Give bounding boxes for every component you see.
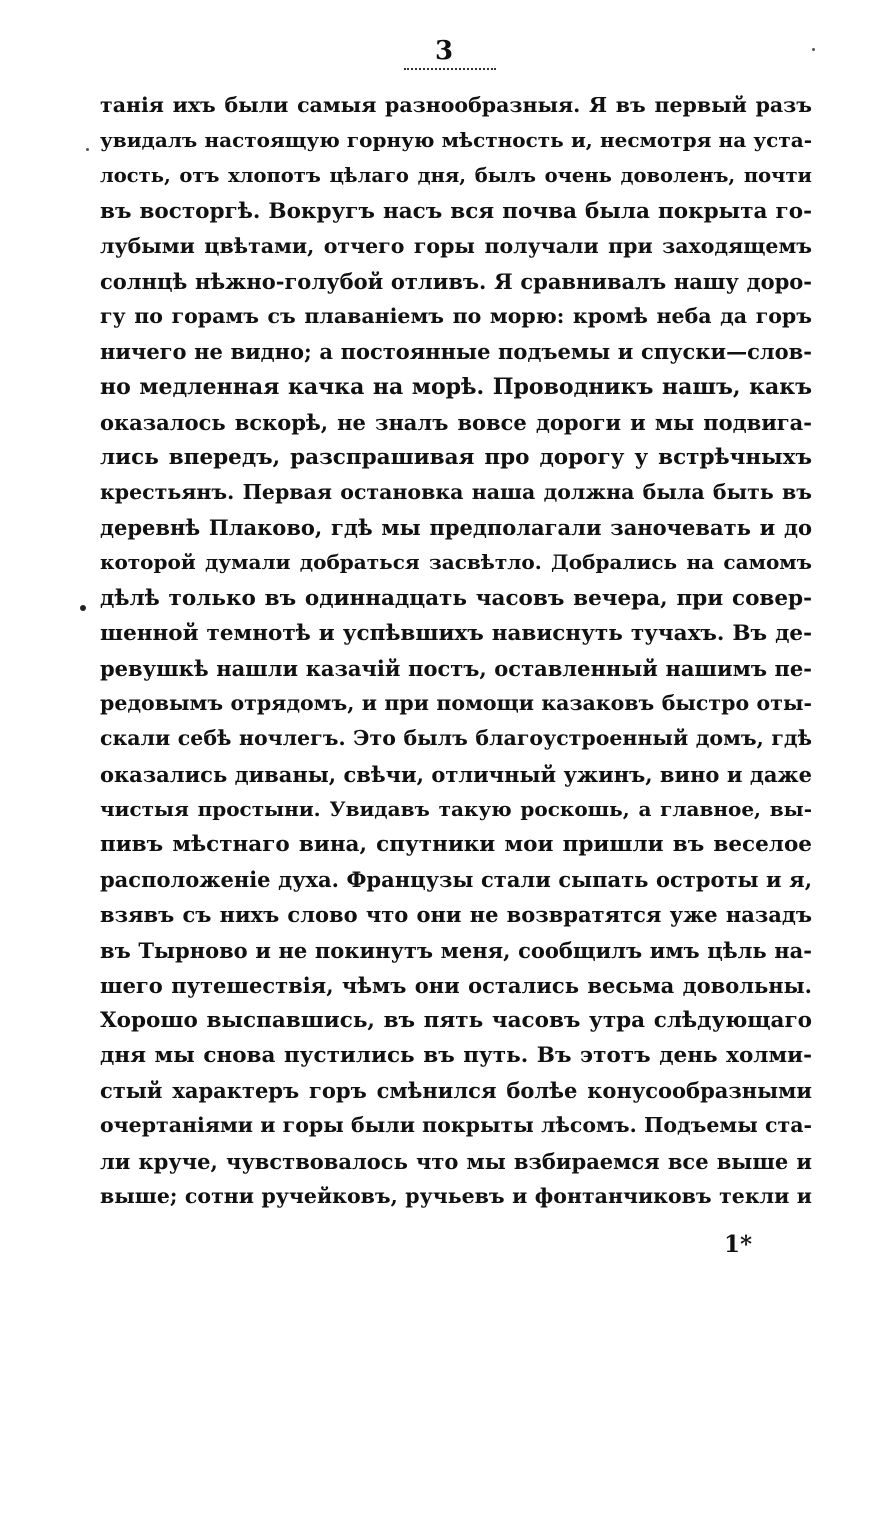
- text-line: лубыми цвѣтами, отчего горы получали при заходящемъ: [100, 233, 812, 258]
- text-line: но медленная качка на морѣ. Проводникъ нашъ, какъ: [100, 373, 812, 400]
- text-line: увидалъ настоящую горную мѣстность и, несмотря на уста-: [100, 128, 812, 153]
- text-line: шенной темнотѣ и успѣвшихъ нависнуть тучахъ. Въ де-: [100, 620, 812, 646]
- text-line: Хорошо выспавшись, въ пять часовъ утра слѣдующаго: [100, 1007, 812, 1033]
- page-number-underline: [404, 68, 496, 70]
- page-number: 3: [434, 36, 454, 66]
- text-line: расположеніе духа. Французы стали сыпать остроты и я,: [100, 867, 812, 893]
- text-line: оказалось вскорѣ, не зналъ вовсе дороги и мы подвига-: [100, 409, 812, 435]
- margin-dot: [80, 605, 86, 611]
- text-line: пивъ мѣстнаго вина, спутники мои пришли въ веселое: [100, 831, 812, 857]
- body-text: [100, 88, 812, 1214]
- text-line: крестьянъ. Первая остановка наша должна была быть въ: [100, 480, 812, 505]
- text-line: шего путешествія, чѣмъ они остались весьма довольны.: [100, 972, 812, 998]
- text-line: деревнѣ Плаково, гдѣ мы предполагали заночевать и до: [100, 515, 812, 541]
- text-line: ли круче, чувствовалось что мы взбираемся все выше и: [100, 1148, 812, 1174]
- text-line: танія ихъ были самыя разнообразныя. Я въ первый разъ: [100, 93, 812, 117]
- text-line: очертаніями и горы были покрыты лѣсомъ. Подъемы ста-: [100, 1113, 812, 1138]
- text-line: выше; сотни ручейковъ, ручьевъ и фонтанчиковъ текли и: [100, 1183, 812, 1208]
- scan-speck: [812, 48, 815, 51]
- text-line: дня мы снова пустились въ путь. Въ этотъ день холми-: [100, 1043, 812, 1069]
- text-line: въ Тырново и не покинутъ меня, сообщилъ имъ цѣль на-: [100, 937, 812, 963]
- text-line: чистыя простыни. Увидавъ такую роскошь, а главное, вы-: [100, 796, 812, 821]
- scan-speck: [86, 148, 89, 151]
- signature-mark: 1*: [724, 1231, 753, 1258]
- text-line: стый характеръ горъ смѣнился болѣе конусообразными: [100, 1078, 812, 1104]
- text-line: взявъ съ нихъ слово что они не возвратятся уже назадъ: [100, 902, 812, 928]
- text-line: лость, отъ хлопотъ цѣлаго дня, былъ очень доволенъ, почти: [100, 164, 812, 188]
- text-line: скали себѣ ночлегъ. Это былъ благоустроенный домъ, гдѣ: [100, 726, 812, 751]
- text-line: редовымъ отрядомъ, и при помощи казаковъ быстро оты-: [100, 691, 812, 716]
- text-line: ревушкѣ нашли казачій постъ, оставленный нашимъ пе-: [100, 656, 812, 681]
- text-line: дѣлѣ только въ одиннадцать часовъ вечера, при совер-: [100, 585, 812, 611]
- text-line: ничего не видно; а постоянные подъемы и спуски—слов-: [100, 339, 812, 365]
- text-line: оказались диваны, свѣчи, отличный ужинъ, вино и даже: [100, 761, 812, 787]
- text-line: которой думали добраться засвѣтло. Добрались на самомъ: [100, 550, 812, 575]
- text-line: лись впередъ, разспрашивая про дорогу у встрѣчныхъ: [100, 444, 812, 470]
- text-line: въ восторгѣ. Вокругъ насъ вся почва была покрыта го-: [100, 198, 812, 224]
- text-line: гу по горамъ съ плаваніемъ по морю: кромѣ неба да горъ: [100, 304, 812, 329]
- text-line: солнцѣ нѣжно-голубой отливъ. Я сравнивалъ нашу доро-: [100, 268, 812, 294]
